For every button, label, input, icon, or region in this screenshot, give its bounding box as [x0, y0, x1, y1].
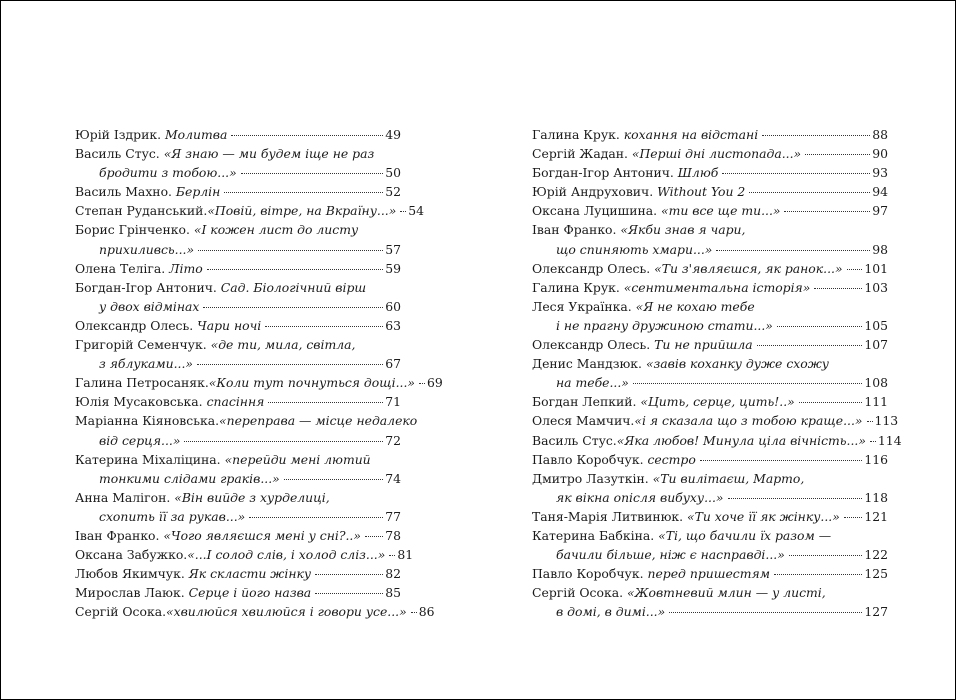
toc-entry-line [532, 392, 888, 411]
toc-entry [75, 125, 401, 144]
toc-title: «і я сказала що з тобою краще...» [634, 413, 863, 429]
toc-entry-line [75, 163, 401, 182]
toc-author: Борис Грінченко. [75, 222, 190, 238]
toc-title: «Яка любов! Минула ціла вічність...» [616, 432, 866, 448]
toc-page-number: 114 [877, 432, 902, 448]
toc-entry-line [75, 507, 401, 526]
toc-entry-line [75, 450, 401, 469]
toc-page-number: 60 [385, 298, 401, 314]
toc-title: від серця...» [99, 432, 181, 448]
toc-entry [75, 583, 401, 602]
toc-entry [532, 411, 899, 430]
toc-entry-line [532, 602, 888, 621]
toc-page-number: 78 [385, 527, 401, 543]
toc-page-number: 81 [397, 547, 414, 563]
dot-leader [805, 154, 870, 155]
toc-entry [532, 201, 888, 220]
dot-leader [700, 460, 863, 461]
toc-author: Катерина Бабкіна. [532, 527, 655, 543]
toc-title: «Перші дні листопада...» [631, 146, 802, 162]
toc-author: Богдан Лепкий. [532, 394, 637, 410]
toc-entry [532, 583, 888, 621]
toc-title: «Він вийде з хурделиці, [174, 489, 330, 505]
toc-author: Василь Махно. [75, 184, 172, 200]
dot-leader [844, 517, 863, 518]
toc-page-number: 90 [872, 146, 888, 162]
dot-leader [265, 326, 383, 327]
toc-author: Галина Петросаняк. [75, 375, 209, 391]
toc-entry-line [75, 259, 401, 278]
toc-title: Шлюб [677, 165, 719, 181]
dot-leader [241, 173, 384, 174]
toc-right-page [532, 125, 902, 621]
toc-title: «Цить, серце, цить!..» [640, 394, 795, 410]
toc-entry-line [75, 411, 418, 430]
dot-leader [284, 479, 384, 480]
toc-entry [75, 220, 401, 258]
dot-leader [847, 269, 863, 270]
dot-leader [400, 211, 406, 212]
toc-entry [75, 411, 418, 449]
toc-entry [75, 450, 401, 488]
toc-page-number: 127 [864, 604, 888, 620]
toc-page-number: 98 [872, 241, 888, 257]
toc-author: Юлія Мусаковська. [75, 394, 203, 410]
toc-title: Ти не прийшла [654, 337, 753, 353]
toc-author: Василь Стус. [532, 432, 617, 448]
toc-page-number: 116 [864, 451, 888, 467]
toc-entry [532, 354, 888, 392]
toc-title: «Якби знав я чари, [620, 222, 746, 238]
toc-entry [532, 182, 888, 201]
toc-title: сестро [647, 451, 696, 467]
toc-page-number: 97 [872, 203, 888, 219]
dot-leader [224, 192, 383, 193]
toc-title: схопить її за рукав...» [99, 508, 246, 524]
toc-author: Анна Малігон. [75, 489, 171, 505]
dot-leader [774, 574, 862, 575]
toc-author: Олександр Олесь. [532, 260, 651, 276]
dot-leader [669, 612, 862, 613]
dot-leader [231, 135, 383, 136]
toc-entry-line [75, 201, 425, 220]
toc-page-number: 88 [872, 127, 888, 142]
toc-page-number: 71 [385, 394, 401, 410]
toc-title: «Ти хоче її як жінку...» [687, 508, 840, 524]
toc-entry-line [532, 316, 888, 335]
toc-title: бачили більше, ніж є насправді...» [556, 547, 785, 563]
toc-author: Василь Стус. [75, 146, 160, 162]
toc-entry-line [75, 354, 401, 373]
toc-entry-line [75, 297, 401, 316]
toc-title: «Ті, що бачили їх разом — [658, 527, 832, 543]
toc-title: «завів коханку дуже схожу [645, 356, 829, 372]
dot-leader [716, 250, 870, 251]
toc-author: Любов Якимчук. [75, 566, 185, 582]
toc-entry-line [532, 278, 888, 297]
toc-entry [532, 469, 888, 507]
toc-page-number: 122 [864, 547, 888, 563]
toc-title: Літо [169, 260, 203, 276]
toc-title: «Ти з'являєшся, як ранок...» [654, 260, 843, 276]
toc-left-page [75, 125, 443, 621]
toc-author: Таня-Марія Литвинюк. [532, 508, 684, 524]
toc-entry [532, 125, 888, 144]
dot-leader [728, 498, 863, 499]
toc-title: бродити з тобою...» [99, 165, 237, 181]
toc-author: Юрій Іздрик. [75, 127, 162, 142]
dot-leader [633, 383, 862, 384]
toc-entry-line [532, 163, 888, 182]
toc-author: Григорій Семенчук. [75, 337, 207, 353]
toc-author: Сергій Осока. [75, 604, 167, 620]
dot-leader [870, 441, 876, 442]
dot-leader [749, 192, 870, 193]
toc-author: Степан Руданський. [75, 203, 208, 219]
toc-author: Юрій Андрухович. [532, 184, 654, 200]
toc-entry [75, 335, 401, 373]
toc-page-number: 125 [864, 566, 888, 582]
dot-leader [203, 307, 383, 308]
toc-title: «Повій, вітре, на Вкраїну...» [207, 203, 397, 219]
toc-entry-line [532, 335, 888, 354]
toc-entry-line [532, 240, 888, 259]
toc-page-number: 85 [385, 585, 401, 601]
toc-entry [75, 182, 401, 201]
toc-author: Олеся Мамчич. [532, 413, 635, 429]
dot-leader [799, 402, 863, 403]
toc-page-number: 121 [864, 508, 888, 524]
toc-author: Іван Франко. [75, 527, 160, 543]
toc-entry-line [532, 431, 902, 450]
toc-entry-line [532, 411, 899, 430]
toc-entry-line [75, 488, 401, 507]
toc-title: «Коли тут почнуться дощі...» [208, 375, 415, 391]
toc-author: Оксана Луцишина. [532, 203, 658, 219]
toc-page-number: 74 [385, 470, 401, 486]
toc-entry [532, 526, 888, 564]
toc-title: «Я знаю — ми будем іще не раз [163, 146, 375, 162]
toc-author: Олександр Олесь. [75, 317, 194, 333]
toc-entry [532, 507, 888, 526]
toc-entry [532, 297, 888, 335]
toc-entry [75, 545, 414, 564]
toc-page-number: 67 [385, 356, 401, 372]
toc-entry-line [75, 392, 401, 411]
toc-author: Леся Українка. [532, 298, 632, 314]
toc-author: Мирослав Лаюк. [75, 585, 185, 601]
toc-author: Богдан-Ігор Антонич. [532, 165, 674, 181]
toc-page-number: 49 [385, 127, 401, 142]
toc-page-number: 94 [872, 184, 888, 200]
toc-page-number: 69 [427, 375, 443, 391]
toc-title: «Ти вилітаєш, Марто, [652, 470, 805, 486]
toc-entry-line [75, 316, 401, 335]
dot-leader [249, 517, 383, 518]
toc-page-number: 54 [408, 203, 425, 219]
toc-title: «переправа — місце недалеко [219, 413, 418, 429]
toc-entry-line [532, 144, 888, 163]
toc-author: Павло Коробчук. [532, 451, 644, 467]
toc-title: Without You 2 [657, 184, 746, 200]
toc-entry-line [75, 431, 401, 450]
toc-title: «хвилюйся хвилюйся і говори усе...» [166, 604, 407, 620]
toc-entry-line [532, 469, 888, 488]
toc-author: Сергій Жадан. [532, 146, 628, 162]
toc-entry-line [532, 259, 888, 278]
toc-entry-line [75, 125, 401, 144]
toc-entry [75, 488, 401, 526]
toc-title: Молитва [165, 127, 228, 142]
dot-leader [814, 288, 862, 289]
dot-leader [268, 402, 383, 403]
toc-author: Олександр Олесь. [532, 337, 651, 353]
toc-entry-line [532, 182, 888, 201]
toc-entry-line [532, 545, 888, 564]
toc-entry [532, 278, 888, 297]
toc-page-number: 50 [385, 165, 401, 181]
toc-entry [532, 163, 888, 182]
dot-leader [722, 173, 870, 174]
toc-entry-line [75, 220, 401, 239]
toc-entry-line [532, 507, 888, 526]
toc-entry [532, 335, 888, 354]
toc-page-number: 77 [385, 508, 401, 524]
toc-author: Дмитро Лазуткін. [532, 470, 649, 486]
toc-title: «І кожен лист до листу [193, 222, 359, 238]
toc-author: Маріанна Кіяновська. [75, 413, 220, 429]
toc-title: тонкими слідами граків...» [99, 470, 280, 486]
toc-entry-line [532, 297, 888, 316]
toc-title: Як скласти жінку [188, 566, 312, 582]
toc-entry [532, 220, 888, 258]
dot-leader [777, 326, 862, 327]
toc-entry-line [532, 220, 888, 239]
toc-entry [532, 431, 902, 450]
dot-leader [315, 593, 383, 594]
toc-title: «...І солод слів, і холод сліз...» [187, 547, 386, 563]
toc-entry-line [532, 526, 888, 545]
toc-entry-line [75, 583, 401, 602]
toc-entry-line [75, 240, 401, 259]
toc-page-number: 86 [418, 604, 435, 620]
toc-page-number: 57 [385, 241, 401, 257]
toc-page-number: 52 [385, 184, 401, 200]
toc-page-number: 118 [864, 489, 888, 505]
toc-entry-line [75, 182, 401, 201]
toc-entry [532, 564, 888, 583]
toc-entry [532, 450, 888, 469]
toc-entry-line [532, 125, 888, 144]
toc-title: як вікна опісля вибуху...» [556, 489, 724, 505]
toc-page-number: 113 [874, 413, 899, 429]
dot-leader [207, 269, 384, 270]
toc-entry-line [532, 564, 888, 583]
toc-author: Катерина Міхаліцина. [75, 451, 221, 467]
toc-title: Серце і його назва [188, 585, 312, 601]
toc-entry [75, 259, 401, 278]
toc-title: перед пришестям [647, 566, 770, 582]
toc-entry-line [75, 602, 435, 621]
toc-title: «Жовтневий млин — у листі, [626, 585, 826, 601]
toc-title: спасіння [206, 394, 265, 410]
toc-entry-line [75, 545, 414, 564]
toc-entry [75, 602, 435, 621]
toc-author: Денис Мандзюк. [532, 356, 642, 372]
toc-entry [75, 373, 443, 392]
toc-entry-line [532, 373, 888, 392]
toc-page-number: 107 [864, 337, 888, 353]
toc-author: Оксана Забужко. [75, 547, 188, 563]
toc-entry [75, 392, 401, 411]
toc-page-number: 103 [864, 279, 888, 295]
toc-title: в домі, в димі...» [556, 604, 666, 620]
toc-entry-line [75, 278, 401, 297]
toc-entry-line [75, 144, 401, 163]
toc-title: прихиливсь...» [99, 241, 195, 257]
toc-entry-line [75, 335, 401, 354]
toc-entry [532, 144, 888, 163]
dot-leader [867, 421, 873, 422]
toc-entry-line [75, 373, 443, 392]
toc-title: «Чого являєшся мені у сні?..» [163, 527, 361, 543]
toc-entry-line [532, 201, 888, 220]
toc-entry [75, 564, 401, 583]
dot-leader [784, 211, 870, 212]
toc-page-number: 82 [385, 566, 401, 582]
toc-title: Сад. Біологічний вірш [220, 279, 367, 295]
dot-leader [762, 135, 870, 136]
toc-title: «де ти, мила, світла, [210, 337, 356, 353]
dot-leader [315, 574, 383, 575]
toc-entry-line [532, 488, 888, 507]
toc-page-number: 108 [864, 375, 888, 391]
toc-author: Сергій Осока. [532, 585, 624, 601]
dot-leader [419, 383, 425, 384]
toc-page-number: 105 [864, 317, 888, 333]
toc-author: Іван Франко. [532, 222, 617, 238]
toc-title: Берлін [175, 184, 221, 200]
toc-page-number: 72 [385, 432, 401, 448]
dot-leader [389, 555, 395, 556]
toc-page-number: 59 [385, 260, 401, 276]
toc-title: кохання на відстані [623, 127, 759, 142]
toc-entry [75, 144, 401, 182]
toc-page-number: 63 [385, 317, 401, 333]
toc-title: у двох відмінах [99, 298, 200, 314]
toc-title: на тебе...» [556, 375, 629, 391]
toc-page-number: 93 [872, 165, 888, 181]
dot-leader [789, 555, 863, 556]
toc-title: і не прагну дружиною стати...» [556, 317, 773, 333]
dot-leader [411, 612, 417, 613]
toc-entry [532, 392, 888, 411]
toc-entry-line [75, 526, 401, 545]
toc-entry [75, 201, 425, 220]
toc-title: «сентиментальна історія» [623, 279, 811, 295]
toc-entry-line [75, 469, 401, 488]
toc-entry [532, 259, 888, 278]
toc-author: Галина Крук. [532, 127, 620, 142]
dot-leader [757, 345, 863, 346]
toc-author: Павло Коробчук. [532, 566, 644, 582]
toc-entry-line [75, 564, 401, 583]
toc-title: «Я не кохаю тебе [635, 298, 755, 314]
toc-title: «ти все ще ти...» [661, 203, 781, 219]
toc-entry-line [532, 450, 888, 469]
toc-title: «перейди мені лютий [224, 451, 371, 467]
toc-title: що спиняють хмари...» [556, 241, 713, 257]
dot-leader [365, 536, 383, 537]
toc-entry-line [532, 583, 888, 602]
toc-entry [75, 316, 401, 335]
toc-title: Чари ночі [197, 317, 262, 333]
toc-page-number: 111 [864, 394, 888, 410]
toc-author: Богдан-Ігор Антонич. [75, 279, 217, 295]
toc-title: з яблуками...» [99, 356, 193, 372]
dot-leader [184, 441, 383, 442]
toc-page-number: 101 [864, 260, 888, 276]
dot-leader [198, 250, 383, 251]
toc-entry [75, 278, 401, 316]
toc-author: Галина Крук. [532, 279, 620, 295]
dot-leader [197, 364, 383, 365]
toc-entry-line [532, 354, 888, 373]
toc-entry [75, 526, 401, 545]
toc-author: Олена Теліга. [75, 260, 166, 276]
